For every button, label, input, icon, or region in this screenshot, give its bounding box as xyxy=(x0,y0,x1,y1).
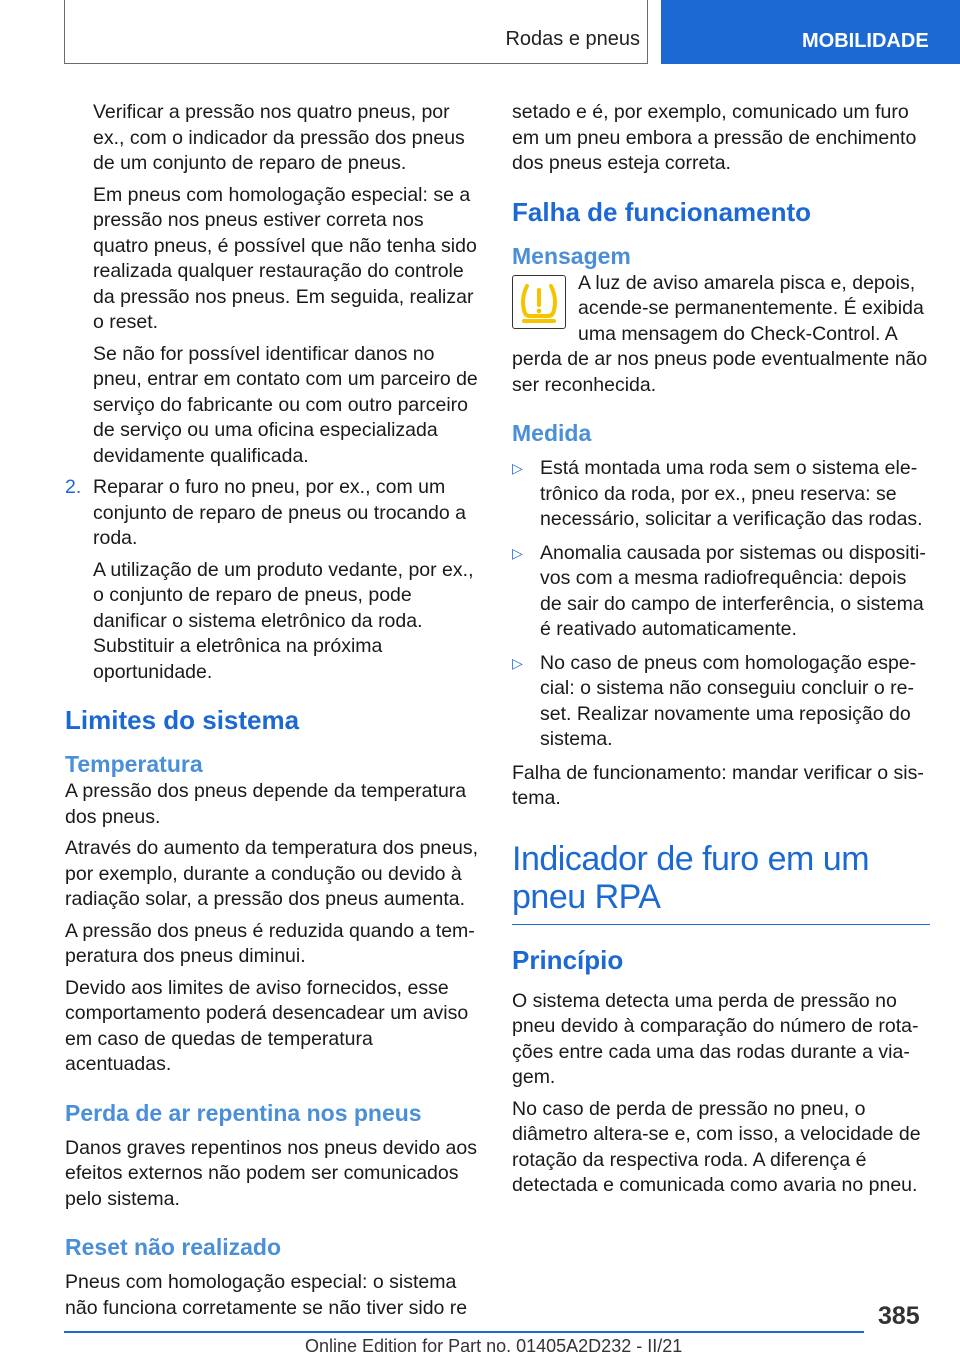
subheading-reset: Reset não realizado xyxy=(65,1234,282,1260)
list-item: ▷ Está montada uma roda sem o sistema eletrônico da roda, por ex., pneu reserva: se necessário, solicitar a verificação das rodas. xyxy=(512,457,923,530)
header-chapter-tab: MOBILIDADE xyxy=(661,0,960,64)
triangle-bullet-icon: ▷ xyxy=(512,460,523,476)
paragraph: Se não for possível identificar danos no pneu, entrar em contato com um parceiro de serviço do fabricante ou com outro parceiro de serviço ou uma oficina especializada devidamente qualificada. xyxy=(93,342,478,467)
paragraph: Verificar a pressão nos quatro pneus, por ex., com o indicador da pressão dos pneus de um conjunto de reparo de pneus. xyxy=(93,101,465,174)
right-column xyxy=(512,100,930,1205)
section-heading-falha: Falha de funcionamento xyxy=(512,196,812,227)
paragraph: setado e é, por exemplo, comunicado um furo em um pneu embora a pressão de enchimento dos pneus esteja correta. xyxy=(512,101,917,174)
step-number: 2. xyxy=(65,476,82,498)
paragraph: O sistema detecta uma perda de pressão no pneu devido à comparação do número de rotações entre cada uma das rodas durante a viagem. xyxy=(512,989,919,1088)
footer-divider xyxy=(64,1331,864,1333)
left-column xyxy=(65,100,482,1327)
paragraph: Pneus com homologação especial: o sistema não funciona corretamente se não tiver sido re xyxy=(65,1271,468,1319)
tire-pressure-warning-icon xyxy=(512,275,566,329)
step-text: Reparar o furo no pneu, por ex., com um conjunto de reparo de pneus ou trocando a roda. xyxy=(93,476,466,549)
subheading-perda-de-ar: Perda de ar repentina nos pneus xyxy=(65,1099,422,1126)
subheading-mensagem: Mensagem xyxy=(512,242,631,269)
warning-message-block xyxy=(512,271,930,399)
warning-message-text: A luz de aviso amarela pisca e, depois, acende-se permanentemente. É exibida uma mensagem do Check-Control. A perda de ar nos pneus pode eventualmente não ser reconhecida. xyxy=(512,271,928,396)
page-number: 385 xyxy=(878,1302,920,1330)
paragraph: Danos graves repentinos nos pneus devido aos efeitos externos não podem ser comunicados pelo sistema. xyxy=(65,1136,477,1210)
header-section-title: Rodas e pneus xyxy=(505,28,640,50)
paragraph: Em pneus com homologação especial: se a pressão nos pneus estiver correta nos quatro pneus, é possível que não tenha sido realizada qualquer restauração do controle da pressão nos pneus. Em seguida, realizar o reset. xyxy=(93,183,477,333)
section-heading-limites: Limites do sistema xyxy=(65,705,300,735)
footer-edition: Online Edition for Part no. 01405A2D232 - II/21 xyxy=(305,1336,683,1356)
paragraph: No caso de perda de pressão no pneu, o diâmetro altera-se e, com isso, a velocidade de rotação da respectiva roda. A diferença é detectada e comunicada como avaria no pneu. xyxy=(512,1097,921,1196)
list-item: ▷ Anomalia causada por sistemas ou dispositivos com a mesma radiofrequência: depois de sair do campo de interferência, o sistema é reativado automaticamente. xyxy=(512,541,926,640)
subheading-temperatura: Temperatura xyxy=(65,751,203,777)
paragraph: A pressão dos pneus depende da temperatura dos pneus. xyxy=(65,780,467,828)
paragraph: Falha de funcionamento: mandar verificar o sistema. xyxy=(512,761,924,809)
list-item: ▷ No caso de pneus com homologação especial: o sistema não conseguiu concluir o reset. Realizar novamente uma reposição do sistema. xyxy=(512,651,917,750)
paragraph: A utilização de um produto vedante, por ex., o conjunto de reparo de pneus, pode danificar o sistema eletrônico da roda. Substituir a eletrônica na próxima oportunidade. xyxy=(93,558,474,683)
paragraph: Devido aos limites de aviso fornecidos, esse comportamento poderá desencadear um aviso em caso de quedas de temperatura acentuadas. xyxy=(65,976,469,1075)
numbered-step xyxy=(65,475,482,552)
chapter-heading-rpa: Indicador de furo em um pneu RPA xyxy=(512,840,930,925)
subheading-medida: Medida xyxy=(512,420,592,446)
triangle-bullet-icon: ▷ xyxy=(512,654,523,671)
paragraph: A pressão dos pneus é reduzida quando a temperatura dos pneus diminui. xyxy=(65,919,475,967)
section-heading-principio: Princípio xyxy=(512,944,624,975)
paragraph: Através do aumento da temperatura dos pneus, por exemplo, durante a condução ou devido à radiação solar, a pressão dos pneus aumenta. xyxy=(65,837,479,910)
triangle-bullet-icon: ▷ xyxy=(512,544,523,561)
